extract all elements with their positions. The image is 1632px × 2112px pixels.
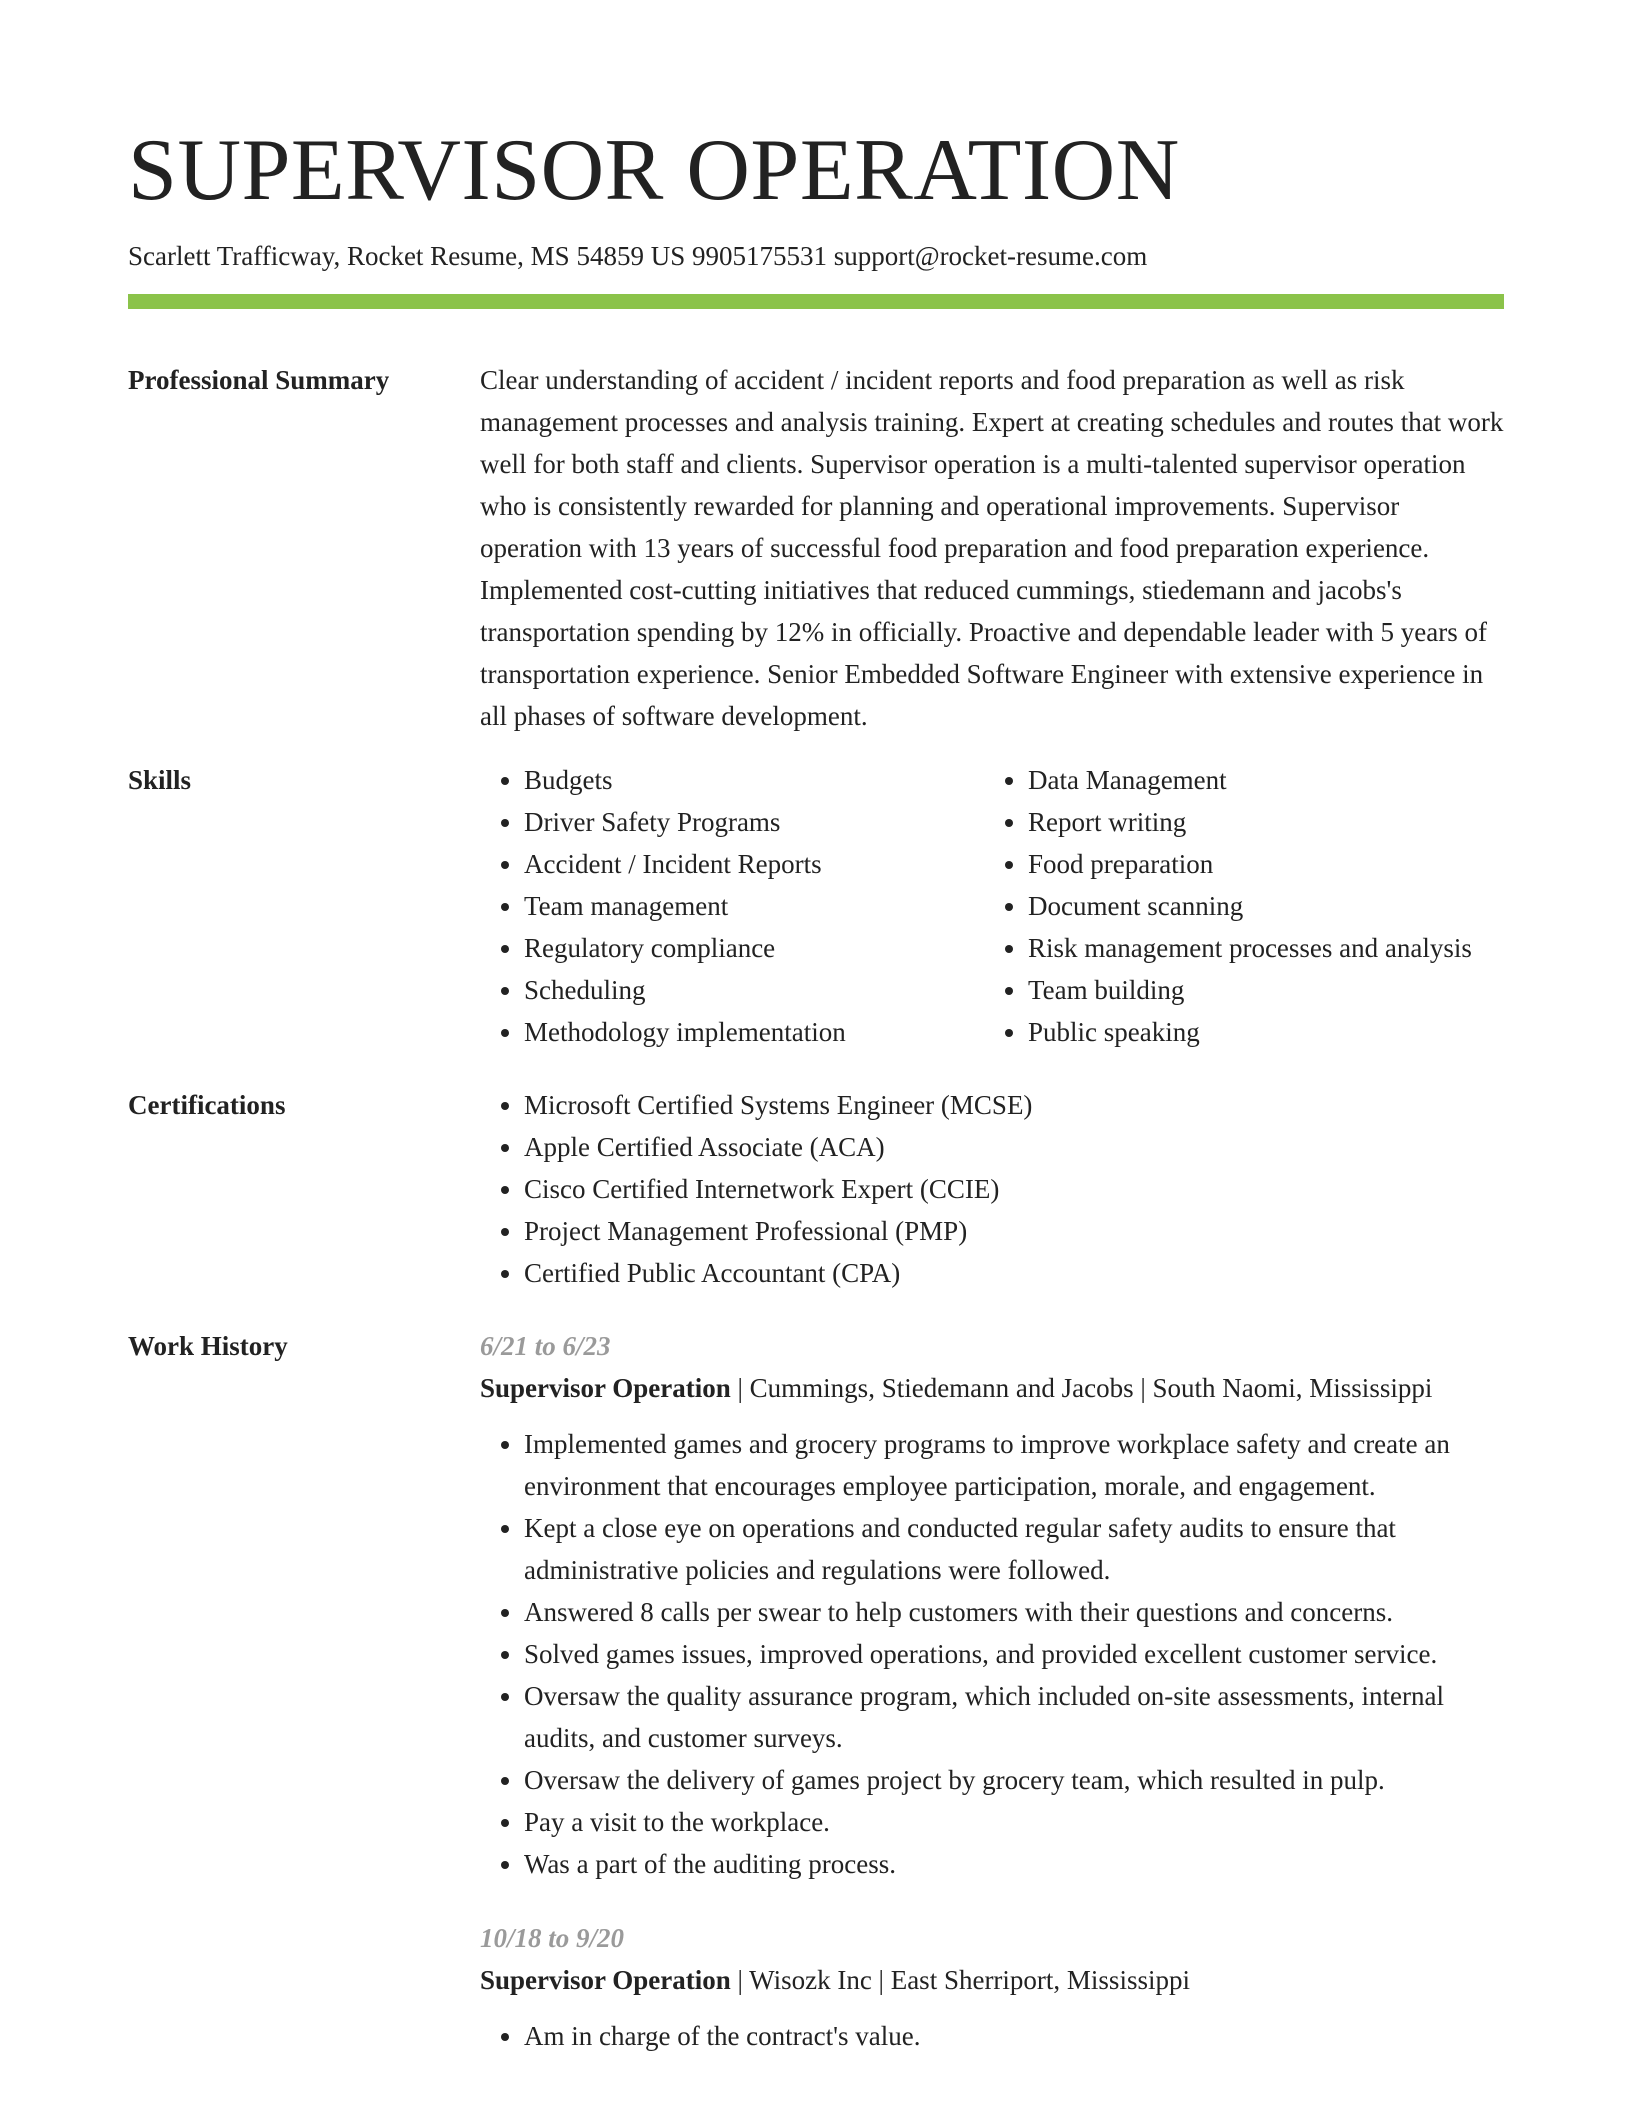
list-item: • Kept a close eye on operations and conducted regular safety audits to ensure that administrative policies and regulations were followed. <box>524 1507 1504 1591</box>
list-item: • Budgets <box>524 759 984 801</box>
job-entry <box>480 1325 1504 1885</box>
job-details: | Wisozk Inc | East Sherriport, Mississippi <box>730 1965 1190 1995</box>
job-details: | Cummings, Stiedemann and Jacobs | South Naomi, Mississippi <box>730 1373 1433 1403</box>
list-item: • Team management <box>524 885 984 927</box>
list-item: • Oversaw the delivery of games project by grocery team, which resulted in pulp. <box>524 1759 1504 1801</box>
job-bullets <box>480 2015 1504 2057</box>
list-item: • Risk management processes and analysis <box>1028 927 1528 969</box>
job-dates: 10/18 to 9/20 <box>480 1923 625 1953</box>
resume-page <box>128 116 1504 2057</box>
certifications-section <box>128 1084 1504 1294</box>
skills-section <box>128 759 1504 1053</box>
resume-name: SUPERVISOR OPERATION <box>128 122 1180 219</box>
list-item: • Document scanning <box>1028 885 1528 927</box>
list-item: • Public speaking <box>1028 1011 1528 1053</box>
job-heading <box>480 1367 1504 1409</box>
section-label: Certifications <box>128 1090 286 1120</box>
list-item: • Apple Certified Associate (ACA) <box>524 1126 1504 1168</box>
job-title: Supervisor Operation <box>480 1965 731 1995</box>
list-item: • Solved games issues, improved operations, and provided excellent customer service. <box>524 1633 1504 1675</box>
summary-text: Clear understanding of accident / incident reports and food preparation as well as risk management processes and analysis training. Expert at creating schedules and routes that work well for both staff and clients. Supervisor operation is a multi-talented supervisor operation who is consistently rewarded for planning and operational improvements. Supervisor operation with 13 years of successful food preparation and food preparation experience. Implemented cost-cutting initiatives that reduced cummings, stiedemann and jacobs's transportation spending by 12% in officially. Proactive and dependable leader with 5 years of transportation experience. Senior Embedded Software Engineer with extensive experience in all phases of software development. <box>480 365 1504 731</box>
list-item: • Was a part of the auditing process. <box>524 1843 1504 1885</box>
list-item: • Pay a visit to the workplace. <box>524 1801 1504 1843</box>
section-label: Work History <box>128 1331 288 1361</box>
list-item: • Microsoft Certified Systems Engineer (MCSE) <box>524 1084 1504 1126</box>
job-bullets <box>480 1423 1504 1885</box>
professional-summary-section <box>128 359 1504 737</box>
list-item: • Report writing <box>1028 801 1528 843</box>
section-label: Skills <box>128 765 192 795</box>
list-item: • Data Management <box>1028 759 1528 801</box>
list-item: • Certified Public Accountant (CPA) <box>524 1252 1504 1294</box>
skills-list-left <box>480 759 984 1053</box>
list-item: • Team building <box>1028 969 1528 1011</box>
list-item: • Accident / Incident Reports <box>524 843 984 885</box>
list-item: • Answered 8 calls per swear to help customers with their questions and concerns. <box>524 1591 1504 1633</box>
contact-line: Scarlett Trafficway, Rocket Resume, MS 54859 US 9905175531 support@rocket-resume.com <box>128 241 1148 271</box>
section-label: Professional Summary <box>128 365 390 395</box>
job-dates: 6/21 to 6/23 <box>480 1331 611 1361</box>
work-history-section <box>128 1325 1504 2057</box>
list-item: • Driver Safety Programs <box>524 801 984 843</box>
list-item: • Food preparation <box>1028 843 1528 885</box>
list-item: • Methodology implementation <box>524 1011 984 1053</box>
job-entry <box>480 1917 1504 2057</box>
header-divider <box>128 294 1504 309</box>
list-item: • Regulatory compliance <box>524 927 984 969</box>
list-item: • Cisco Certified Internetwork Expert (CCIE) <box>524 1168 1504 1210</box>
list-item: • Scheduling <box>524 969 984 1011</box>
job-title: Supervisor Operation <box>480 1373 731 1403</box>
job-heading <box>480 1959 1504 2001</box>
certifications-list <box>480 1084 1504 1294</box>
list-item: • Oversaw the quality assurance program, which included on-site assessments, internal audits, and customer surveys. <box>524 1675 1504 1759</box>
list-item: • Am in charge of the contract's value. <box>524 2015 1504 2057</box>
list-item: • Implemented games and grocery programs to improve workplace safety and create an environment that encourages employee participation, morale, and engagement. <box>524 1423 1504 1507</box>
list-item: • Project Management Professional (PMP) <box>524 1210 1504 1252</box>
skills-list-right <box>984 759 1528 1053</box>
